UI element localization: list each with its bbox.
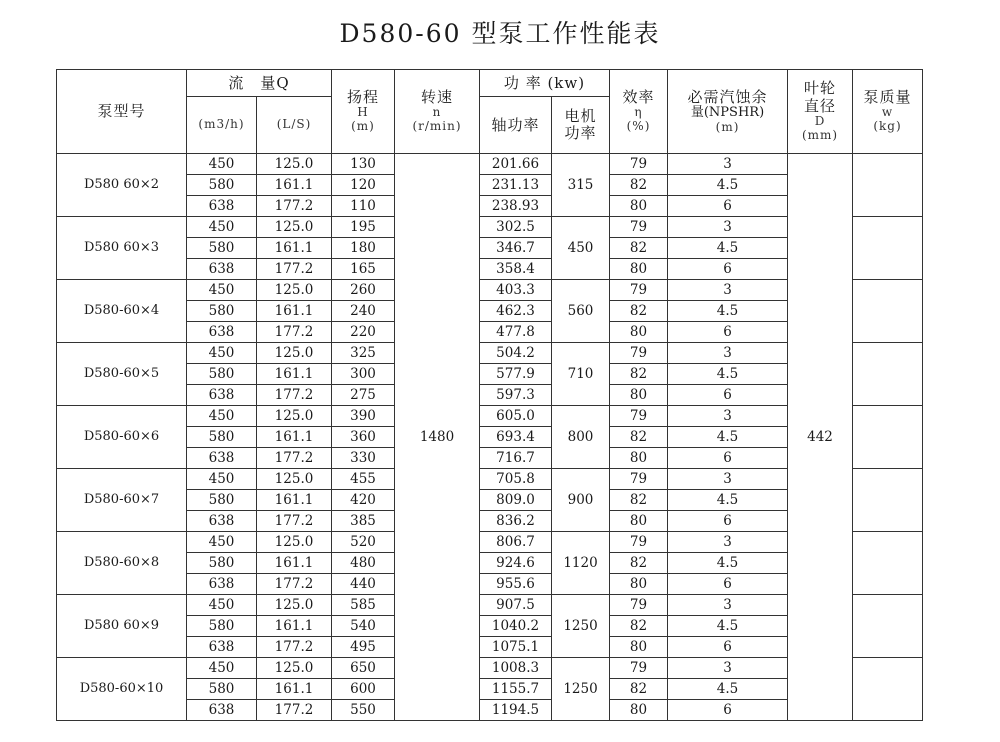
flow-m3h-cell: 638 bbox=[187, 511, 257, 532]
motor-power-cell: 900 bbox=[552, 469, 610, 532]
npsh-cell: 4.5 bbox=[668, 175, 788, 196]
flow-ls-cell: 177.2 bbox=[257, 511, 332, 532]
mass-cell bbox=[853, 469, 923, 532]
shaft-power-cell: 358.4 bbox=[480, 259, 552, 280]
model-cell: D580-60×4 bbox=[57, 280, 187, 343]
npsh-cell: 4.5 bbox=[668, 238, 788, 259]
mass-cell bbox=[853, 406, 923, 469]
shaft-power-cell: 955.6 bbox=[480, 574, 552, 595]
mass-cell bbox=[853, 280, 923, 343]
header-power: 功 率 (kw) bbox=[480, 70, 610, 97]
efficiency-cell: 82 bbox=[610, 490, 668, 511]
shaft-power-cell: 1155.7 bbox=[480, 679, 552, 700]
motor-power-cell: 710 bbox=[552, 343, 610, 406]
npsh-cell: 6 bbox=[668, 700, 788, 721]
npsh-cell: 4.5 bbox=[668, 301, 788, 322]
flow-ls-cell: 125.0 bbox=[257, 406, 332, 427]
head-cell: 390 bbox=[332, 406, 395, 427]
efficiency-cell: 80 bbox=[610, 448, 668, 469]
header-eff-l2: η bbox=[634, 105, 643, 120]
mass-cell bbox=[853, 343, 923, 406]
head-cell: 120 bbox=[332, 175, 395, 196]
shaft-power-cell: 462.3 bbox=[480, 301, 552, 322]
header-npsh bbox=[668, 70, 788, 154]
shaft-power-cell: 597.3 bbox=[480, 385, 552, 406]
head-cell: 260 bbox=[332, 280, 395, 301]
flow-ls-cell: 125.0 bbox=[257, 280, 332, 301]
flow-m3h-cell: 638 bbox=[187, 385, 257, 406]
efficiency-cell: 79 bbox=[610, 469, 668, 490]
npsh-cell: 3 bbox=[668, 406, 788, 427]
shaft-power-cell: 201.66 bbox=[480, 154, 552, 175]
shaft-power-cell: 403.3 bbox=[480, 280, 552, 301]
header-imp-l2: 直径 bbox=[804, 96, 837, 115]
efficiency-cell: 80 bbox=[610, 637, 668, 658]
flow-ls-cell: 177.2 bbox=[257, 448, 332, 469]
flow-ls-cell: 177.2 bbox=[257, 637, 332, 658]
shaft-power-cell: 809.0 bbox=[480, 490, 552, 511]
head-cell: 165 bbox=[332, 259, 395, 280]
flow-m3h-cell: 580 bbox=[187, 490, 257, 511]
flow-ls-cell: 161.1 bbox=[257, 238, 332, 259]
npsh-cell: 3 bbox=[668, 469, 788, 490]
table-body bbox=[57, 154, 923, 721]
header-motor-power bbox=[552, 97, 610, 154]
flow-m3h-cell: 450 bbox=[187, 154, 257, 175]
flow-m3h-cell: 450 bbox=[187, 406, 257, 427]
shaft-power-cell: 302.5 bbox=[480, 217, 552, 238]
shaft-power-cell: 1075.1 bbox=[480, 637, 552, 658]
npsh-cell: 6 bbox=[668, 259, 788, 280]
efficiency-cell: 80 bbox=[610, 511, 668, 532]
model-cell: D580 60×3 bbox=[57, 217, 187, 280]
header-motor-l2: 功率 bbox=[564, 124, 597, 142]
efficiency-cell: 80 bbox=[610, 322, 668, 343]
efficiency-cell: 80 bbox=[610, 574, 668, 595]
header-speed-l2: n bbox=[432, 105, 442, 120]
efficiency-cell: 82 bbox=[610, 301, 668, 322]
npsh-cell: 4.5 bbox=[668, 364, 788, 385]
flow-ls-cell: 161.1 bbox=[257, 175, 332, 196]
header-head bbox=[332, 70, 395, 154]
flow-ls-cell: 125.0 bbox=[257, 217, 332, 238]
speed-cell: 1480 bbox=[395, 154, 480, 721]
efficiency-cell: 80 bbox=[610, 385, 668, 406]
efficiency-cell: 79 bbox=[610, 343, 668, 364]
head-cell: 540 bbox=[332, 616, 395, 637]
efficiency-cell: 82 bbox=[610, 364, 668, 385]
flow-m3h-cell: 638 bbox=[187, 322, 257, 343]
npsh-cell: 3 bbox=[668, 217, 788, 238]
head-cell: 600 bbox=[332, 679, 395, 700]
flow-m3h-cell: 580 bbox=[187, 301, 257, 322]
efficiency-cell: 82 bbox=[610, 616, 668, 637]
head-cell: 385 bbox=[332, 511, 395, 532]
shaft-power-cell: 716.7 bbox=[480, 448, 552, 469]
header-speed bbox=[395, 70, 480, 154]
shaft-power-cell: 605.0 bbox=[480, 406, 552, 427]
table-row bbox=[57, 154, 923, 175]
shaft-power-cell: 924.6 bbox=[480, 553, 552, 574]
header-mass bbox=[853, 70, 923, 154]
flow-m3h-cell: 638 bbox=[187, 637, 257, 658]
efficiency-cell: 80 bbox=[610, 259, 668, 280]
head-cell: 220 bbox=[332, 322, 395, 343]
shaft-power-cell: 238.93 bbox=[480, 196, 552, 217]
performance-table bbox=[56, 69, 923, 721]
head-cell: 650 bbox=[332, 658, 395, 679]
motor-power-cell: 1250 bbox=[552, 658, 610, 721]
shaft-power-cell: 504.2 bbox=[480, 343, 552, 364]
head-cell: 420 bbox=[332, 490, 395, 511]
npsh-cell: 6 bbox=[668, 448, 788, 469]
head-cell: 275 bbox=[332, 385, 395, 406]
npsh-cell: 6 bbox=[668, 385, 788, 406]
npsh-cell: 3 bbox=[668, 154, 788, 175]
head-cell: 180 bbox=[332, 238, 395, 259]
flow-m3h-cell: 580 bbox=[187, 616, 257, 637]
flow-m3h-cell: 450 bbox=[187, 469, 257, 490]
flow-m3h-cell: 638 bbox=[187, 574, 257, 595]
header-efficiency bbox=[610, 70, 668, 154]
flow-m3h-cell: 638 bbox=[187, 196, 257, 217]
shaft-power-cell: 577.9 bbox=[480, 364, 552, 385]
header-mass-l3: (kg) bbox=[873, 119, 902, 134]
npsh-cell: 6 bbox=[668, 196, 788, 217]
flow-m3h-cell: 450 bbox=[187, 595, 257, 616]
npsh-cell: 3 bbox=[668, 280, 788, 301]
flow-m3h-cell: 580 bbox=[187, 238, 257, 259]
model-cell: D580-60×8 bbox=[57, 532, 187, 595]
header-flow-m3h: (m3/h) bbox=[187, 97, 257, 154]
header-npsh-l1: 必需汽蚀余 bbox=[687, 87, 768, 106]
npsh-cell: 6 bbox=[668, 322, 788, 343]
header-mass-l2: w bbox=[881, 105, 894, 120]
npsh-cell: 3 bbox=[668, 595, 788, 616]
efficiency-cell: 82 bbox=[610, 238, 668, 259]
mass-cell bbox=[853, 217, 923, 280]
mass-cell bbox=[853, 154, 923, 217]
flow-ls-cell: 125.0 bbox=[257, 532, 332, 553]
efficiency-cell: 79 bbox=[610, 595, 668, 616]
shaft-power-cell: 1008.3 bbox=[480, 658, 552, 679]
head-cell: 300 bbox=[332, 364, 395, 385]
flow-m3h-cell: 580 bbox=[187, 427, 257, 448]
mass-cell bbox=[853, 532, 923, 595]
npsh-cell: 4.5 bbox=[668, 553, 788, 574]
header-imp-l3: D bbox=[814, 113, 826, 128]
flow-m3h-cell: 638 bbox=[187, 448, 257, 469]
flow-ls-cell: 177.2 bbox=[257, 385, 332, 406]
flow-m3h-cell: 450 bbox=[187, 280, 257, 301]
model-cell: D580-60×6 bbox=[57, 406, 187, 469]
efficiency-cell: 79 bbox=[610, 217, 668, 238]
flow-ls-cell: 177.2 bbox=[257, 574, 332, 595]
header-speed-l1: 转速 bbox=[420, 88, 453, 107]
head-cell: 240 bbox=[332, 301, 395, 322]
shaft-power-cell: 477.8 bbox=[480, 322, 552, 343]
head-cell: 130 bbox=[332, 154, 395, 175]
head-cell: 110 bbox=[332, 196, 395, 217]
flow-ls-cell: 125.0 bbox=[257, 343, 332, 364]
efficiency-cell: 82 bbox=[610, 553, 668, 574]
flow-ls-cell: 177.2 bbox=[257, 322, 332, 343]
flow-m3h-cell: 580 bbox=[187, 175, 257, 196]
flow-ls-cell: 177.2 bbox=[257, 259, 332, 280]
shaft-power-cell: 705.8 bbox=[480, 469, 552, 490]
head-cell: 360 bbox=[332, 427, 395, 448]
flow-ls-cell: 125.0 bbox=[257, 595, 332, 616]
model-cell: D580 60×2 bbox=[57, 154, 187, 217]
npsh-cell: 6 bbox=[668, 637, 788, 658]
model-cell: D580 60×9 bbox=[57, 595, 187, 658]
model-cell: D580-60×7 bbox=[57, 469, 187, 532]
flow-m3h-cell: 450 bbox=[187, 217, 257, 238]
efficiency-cell: 79 bbox=[610, 658, 668, 679]
flow-ls-cell: 125.0 bbox=[257, 154, 332, 175]
shaft-power-cell: 1194.5 bbox=[480, 700, 552, 721]
flow-ls-cell: 161.1 bbox=[257, 364, 332, 385]
efficiency-cell: 82 bbox=[610, 427, 668, 448]
header-flow-ls: (L/S) bbox=[257, 97, 332, 154]
head-cell: 520 bbox=[332, 532, 395, 553]
flow-ls-cell: 161.1 bbox=[257, 490, 332, 511]
efficiency-cell: 82 bbox=[610, 175, 668, 196]
flow-m3h-cell: 638 bbox=[187, 700, 257, 721]
motor-power-cell: 1250 bbox=[552, 595, 610, 658]
motor-power-cell: 315 bbox=[552, 154, 610, 217]
motor-power-cell: 560 bbox=[552, 280, 610, 343]
head-cell: 455 bbox=[332, 469, 395, 490]
header-model: 泵型号 bbox=[57, 70, 187, 154]
head-cell: 440 bbox=[332, 574, 395, 595]
npsh-cell: 4.5 bbox=[668, 490, 788, 511]
head-cell: 585 bbox=[332, 595, 395, 616]
shaft-power-cell: 346.7 bbox=[480, 238, 552, 259]
head-cell: 550 bbox=[332, 700, 395, 721]
header-motor-l1: 电机 bbox=[564, 106, 597, 125]
page-title: D580-60 型泵工作性能表 bbox=[339, 19, 661, 48]
flow-ls-cell: 161.1 bbox=[257, 616, 332, 637]
flow-ls-cell: 161.1 bbox=[257, 301, 332, 322]
shaft-power-cell: 1040.2 bbox=[480, 616, 552, 637]
mass-cell bbox=[853, 658, 923, 721]
model-cell: D580-60×5 bbox=[57, 343, 187, 406]
efficiency-cell: 79 bbox=[610, 406, 668, 427]
header-speed-l3: (r/min) bbox=[412, 119, 462, 134]
flow-m3h-cell: 580 bbox=[187, 364, 257, 385]
npsh-cell: 6 bbox=[668, 574, 788, 595]
header-npsh-l2: 量(NPSHR) bbox=[690, 104, 765, 120]
header-impeller bbox=[788, 70, 853, 154]
motor-power-cell: 450 bbox=[552, 217, 610, 280]
shaft-power-cell: 693.4 bbox=[480, 427, 552, 448]
flow-m3h-cell: 450 bbox=[187, 343, 257, 364]
efficiency-cell: 80 bbox=[610, 700, 668, 721]
flow-ls-cell: 161.1 bbox=[257, 553, 332, 574]
motor-power-cell: 1120 bbox=[552, 532, 610, 595]
efficiency-cell: 79 bbox=[610, 154, 668, 175]
flow-ls-cell: 161.1 bbox=[257, 427, 332, 448]
header-mass-l1: 泵质量 bbox=[863, 88, 912, 107]
header-eff-l3: (%) bbox=[626, 119, 651, 134]
efficiency-cell: 82 bbox=[610, 679, 668, 700]
shaft-power-cell: 836.2 bbox=[480, 511, 552, 532]
npsh-cell: 4.5 bbox=[668, 679, 788, 700]
header-eff-l1: 效率 bbox=[622, 88, 655, 107]
mass-cell bbox=[853, 595, 923, 658]
npsh-cell: 3 bbox=[668, 343, 788, 364]
model-cell: D580-60×10 bbox=[57, 658, 187, 721]
head-cell: 330 bbox=[332, 448, 395, 469]
flow-m3h-cell: 580 bbox=[187, 553, 257, 574]
impeller-cell: 442 bbox=[788, 154, 853, 721]
efficiency-cell: 79 bbox=[610, 532, 668, 553]
flow-m3h-cell: 450 bbox=[187, 658, 257, 679]
efficiency-cell: 79 bbox=[610, 280, 668, 301]
header-head-l1: 扬程 bbox=[346, 88, 379, 107]
head-cell: 195 bbox=[332, 217, 395, 238]
npsh-cell: 3 bbox=[668, 658, 788, 679]
head-cell: 480 bbox=[332, 553, 395, 574]
npsh-cell: 3 bbox=[668, 532, 788, 553]
flow-m3h-cell: 450 bbox=[187, 532, 257, 553]
flow-ls-cell: 177.2 bbox=[257, 196, 332, 217]
shaft-power-cell: 806.7 bbox=[480, 532, 552, 553]
flow-ls-cell: 125.0 bbox=[257, 469, 332, 490]
npsh-cell: 4.5 bbox=[668, 427, 788, 448]
header-head-l3: (m) bbox=[351, 119, 375, 134]
header-imp-l1: 叶轮 bbox=[804, 79, 837, 98]
npsh-cell: 4.5 bbox=[668, 616, 788, 637]
npsh-cell: 6 bbox=[668, 511, 788, 532]
flow-ls-cell: 177.2 bbox=[257, 700, 332, 721]
efficiency-cell: 80 bbox=[610, 196, 668, 217]
flow-ls-cell: 161.1 bbox=[257, 679, 332, 700]
flow-ls-cell: 125.0 bbox=[257, 658, 332, 679]
header-head-l2: H bbox=[357, 105, 369, 120]
header-flow: 流 量Q bbox=[187, 70, 332, 97]
header-npsh-l3: (m) bbox=[715, 119, 740, 134]
flow-m3h-cell: 580 bbox=[187, 679, 257, 700]
head-cell: 495 bbox=[332, 637, 395, 658]
shaft-power-cell: 907.5 bbox=[480, 595, 552, 616]
head-cell: 325 bbox=[332, 343, 395, 364]
flow-m3h-cell: 638 bbox=[187, 259, 257, 280]
motor-power-cell: 800 bbox=[552, 406, 610, 469]
header-shaft-power: 轴功率 bbox=[480, 97, 552, 154]
header-imp-l4: (mm) bbox=[801, 127, 839, 142]
shaft-power-cell: 231.13 bbox=[480, 175, 552, 196]
